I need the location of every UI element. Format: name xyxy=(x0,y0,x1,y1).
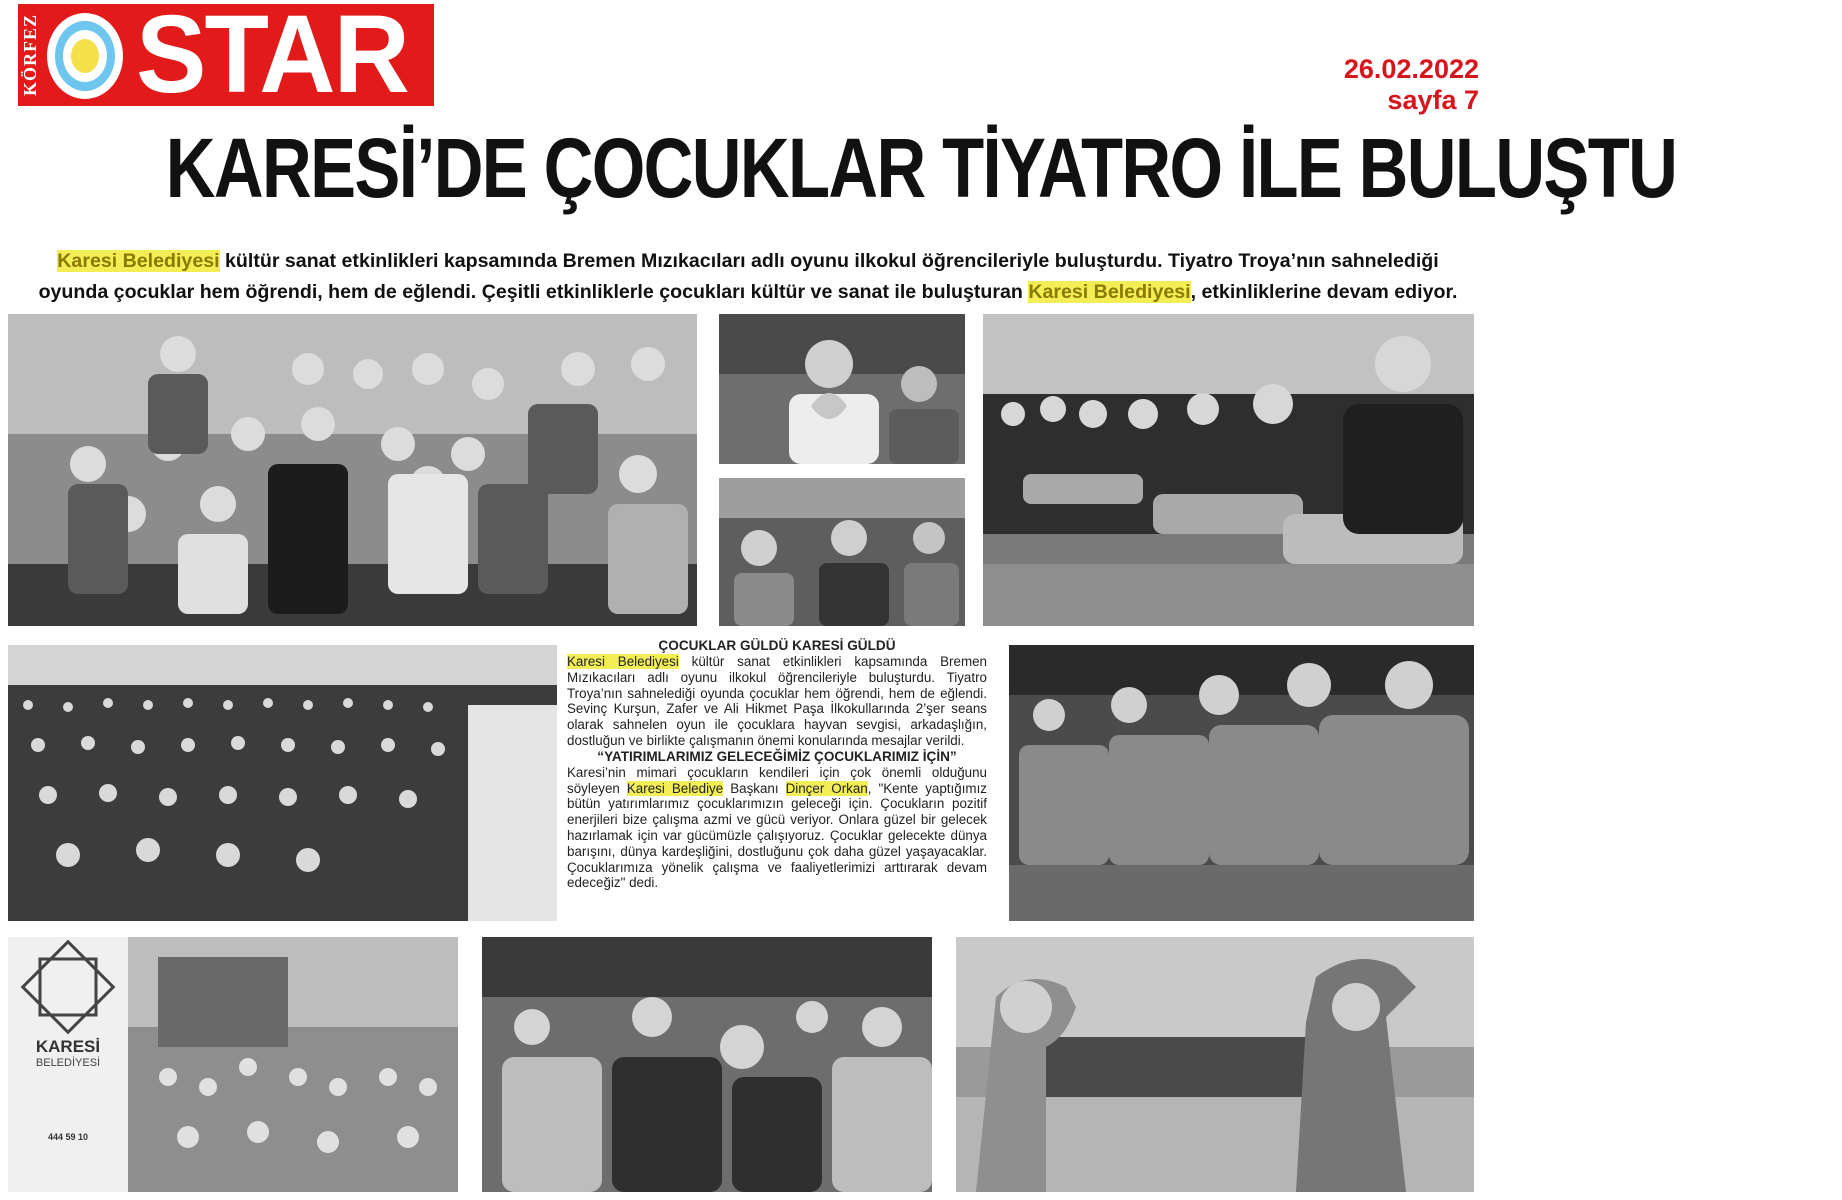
headline xyxy=(0,118,1677,218)
lead-line-2-text: oyunda çocuklar hem öğrendi, hem de eğlendi. Çeşitli etkinliklerle çocukları kültür ve sanat ile buluşturan xyxy=(38,281,1029,303)
dateline xyxy=(1344,54,1479,116)
headline-text: KARESİ’DE ÇOCUKLAR TİYATRO İLE BULUŞTU xyxy=(165,121,1677,215)
photo-heart-gesture xyxy=(719,314,965,464)
photo-group-children xyxy=(8,314,697,626)
lead-line-1 xyxy=(10,246,1486,277)
article-highlight-1: Karesi Belediyesi xyxy=(567,654,679,669)
lead-line-2-end: , etkinliklerine devam ediyor. xyxy=(1190,281,1458,303)
lead-highlight-2: Karesi Belediyesi xyxy=(1028,281,1191,303)
banner-phone: 444 59 10 xyxy=(48,1132,89,1142)
masthead-vertical-label: KÖRFEZ xyxy=(20,14,40,97)
masthead-brand: STAR xyxy=(136,0,408,116)
article-highlight-2: Karesi Belediye xyxy=(626,780,724,796)
photo-costumed-performers xyxy=(956,937,1474,1192)
photo-large-audience xyxy=(8,645,557,921)
photo-theater-seats xyxy=(1009,645,1474,921)
masthead-logo xyxy=(18,0,434,116)
lead-line-1-text: kültür sanat etkinlikleri kapsamında Bremen Mızıkacıları adlı oyunu ilkokul öğrencileriyle buluşturdu. Tiyatro Troya’nın sahnelediği xyxy=(219,250,1439,272)
article-paragraph-1 xyxy=(567,654,987,749)
issue-date: 26.02.2022 xyxy=(1343,54,1479,84)
photo-children-gestures xyxy=(719,478,965,626)
photo-karesi-banner xyxy=(8,937,458,1192)
article-heading-2: “YATIRIMLARIMIZ GELECEĞİMİZ ÇOCUKLARIMIZ İÇİN” xyxy=(597,748,957,764)
lead-paragraph xyxy=(10,246,1486,308)
article-highlight-3: Dinçer Orkan xyxy=(785,780,868,796)
article-heading-1: ÇOCUKLAR GÜLDÜ KARESİ GÜLDÜ xyxy=(658,638,896,653)
page-number: sayfa 7 xyxy=(1387,85,1479,115)
banner-brand: KARESİ xyxy=(35,1037,101,1056)
eye-logo-icon xyxy=(44,10,126,102)
photo-seated-children xyxy=(983,314,1474,626)
article-paragraph-2 xyxy=(567,765,987,891)
article-paragraph-2-b: Başkanı xyxy=(723,780,786,796)
lead-highlight-1: Karesi Belediyesi xyxy=(57,250,220,272)
photo-children-floor xyxy=(482,937,932,1192)
article-paragraph-2-a: Karesi’nin mimari çocukların kendileri için çok önemli olduğunu söyleyen xyxy=(567,764,987,796)
article-paragraph-2-c: , "Kente yaptığımız bütün yatırımlarımız çocuklarımızın geleceği için. Çocukların pozitif enerjileri bize çalışma azmi ve gücü veriyor. Onlara güzel bir gelecek hazırlamak için var gücümüzle çalışıyoruz. Çocuklar gelecekte dünya barışını, dünya kardeşliğini, dostluğunu çok daha güzel yaşayacaklar. Çocuklarımıza yönelik çalışma ve faaliyetlerimizi arttırarak devam edeceğiz" dedi. xyxy=(567,780,987,891)
article-body xyxy=(567,638,987,891)
banner-sub: BELEDİYESİ xyxy=(35,1057,101,1069)
lead-line-2 xyxy=(10,277,1486,308)
article-paragraph-1-text: kültür sanat etkinlikleri kapsamında Bremen Mızıkacıları adlı oyunu ilkokul öğrencileriyle buluşturdu. Tiyatro Troya’nın sahnelediği oyunda çocuklar hem öğrendi, hem de eğlendi. Sevinç Kurşun, Zafer ve Ali Hikmet Paşa İlkokullarında 2’şer seans olarak sahnelen oyun ile çocuklara hayvan sevgisi, arkadaşlığın, dostluğun ve birlikte çalışmanın önemi konularında mesajlar verildi. xyxy=(567,654,987,748)
